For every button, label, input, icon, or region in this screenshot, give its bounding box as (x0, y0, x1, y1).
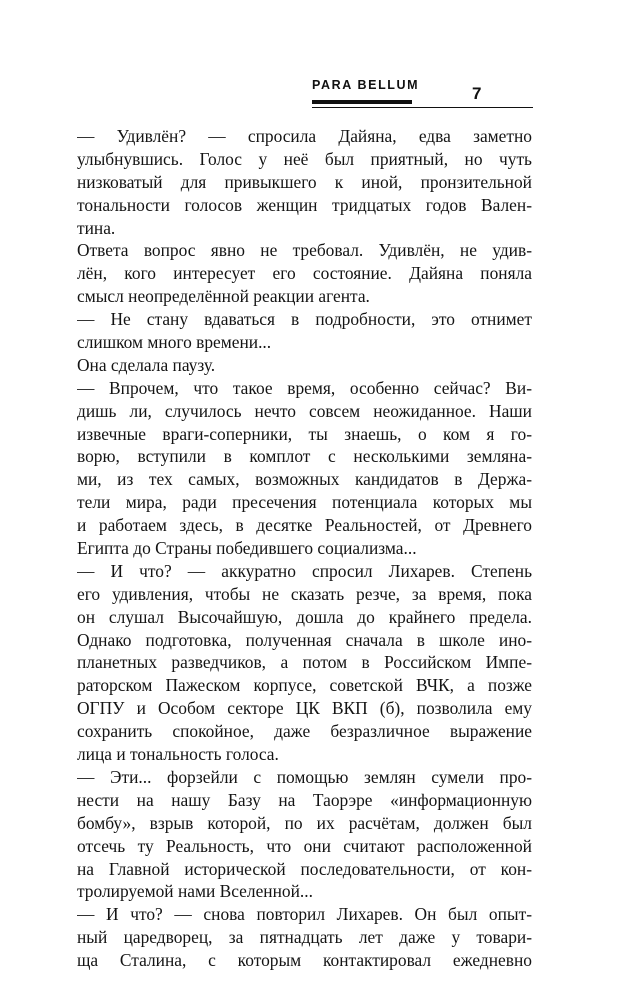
text-line: извечные враги-соперники, ты знаешь, о ком я го- (77, 423, 532, 444)
text-line: ОГПУ и Особом секторе ЦК ВКП (б), позволила ему (77, 698, 532, 719)
text-line: Однако подготовка, полученная сначала в школе ино- (77, 629, 532, 650)
text-line: ми, из тех самых, возможных кандидатов в Держа- (77, 469, 532, 490)
header-thick-rule (312, 100, 412, 104)
page-number: 7 (472, 84, 482, 103)
header-thin-rule (312, 107, 533, 108)
text-line: и работаем здесь, в десятке Реальностей, от Древнего (77, 515, 532, 536)
text-line: слишком много времени... (77, 332, 272, 353)
text-line: планетных разведчиков, а потом в Российском Импе- (77, 652, 532, 673)
text-line: тролируемой нами Вселенной... (77, 881, 313, 902)
text-line: тина. (77, 217, 116, 238)
text-line: бомбу», взрыв которой, по их расчётам, должен был (77, 812, 532, 833)
text-line: — И что? — снова повторил Лихарев. Он был опыт- (77, 904, 532, 925)
text-line: Она сделала паузу. (77, 354, 216, 375)
running-header (308, 72, 533, 112)
text-line: ща Сталина, с которым контактировал ежедневно (77, 950, 532, 971)
text-line: дишь ли, случилось нечто совсем неожиданное. Наши (77, 400, 532, 421)
text-line: Египта до Страны победившего социализма... (77, 538, 417, 559)
text-line: лён, кого интересует его состояние. Дайяна поняла (77, 263, 532, 284)
text-line: улыбнувшись. Голос у неё был приятный, но чуть (77, 148, 532, 169)
text-line: на Главной исторической последовательности, от кон- (77, 858, 532, 879)
text-line: — Впрочем, что такое время, особенно сейчас? Ви- (77, 377, 532, 398)
text-line: ворю, вступили в комплот с несколькими земляна- (77, 446, 532, 467)
text-line: — И что? — аккуратно спросил Лихарев. Степень (77, 560, 532, 581)
text-line: его удивления, чтобы не сказать резче, за время, пока (77, 583, 532, 604)
text-line: ный царедворец, за пятнадцать лет даже у товари- (77, 927, 532, 948)
text-line: Ответа вопрос явно не требовал. Удивлён, не удив- (77, 240, 532, 261)
text-line: нести на нашу Базу на Таорэре «информационную (77, 789, 532, 810)
text-line: низковатый для привыкшего к иной, пронзительной (77, 171, 532, 192)
text-line: тели мира, ради пресечения потенциала которых мы (77, 492, 532, 513)
body-text (77, 125, 532, 972)
text-line: раторском Пажеском корпусе, советской ВЧК, а позже (77, 675, 532, 696)
text-line: — Удивлён? — спросила Дайяна, едва заметно (77, 126, 532, 146)
text-line: смысл неопределённой реакции агента. (77, 286, 370, 307)
series-title: PARA BELLUM (312, 78, 420, 92)
text-line: тональности голосов женщин тридцатых годов Вален- (77, 194, 532, 215)
text-line: — Эти... форзейли с помощью землян сумели про- (77, 766, 532, 787)
text-line: лица и тональность голоса. (77, 744, 279, 765)
text-line: — Не стану вдаваться в подробности, это отнимет (77, 309, 532, 330)
text-line: сохранить спокойное, даже безразличное выражение (77, 721, 532, 742)
text-line: он слушал Высочайшую, дошла до крайнего предела. (77, 606, 532, 627)
text-line: отсечь ту Реальность, что они считают расположенной (77, 835, 532, 856)
